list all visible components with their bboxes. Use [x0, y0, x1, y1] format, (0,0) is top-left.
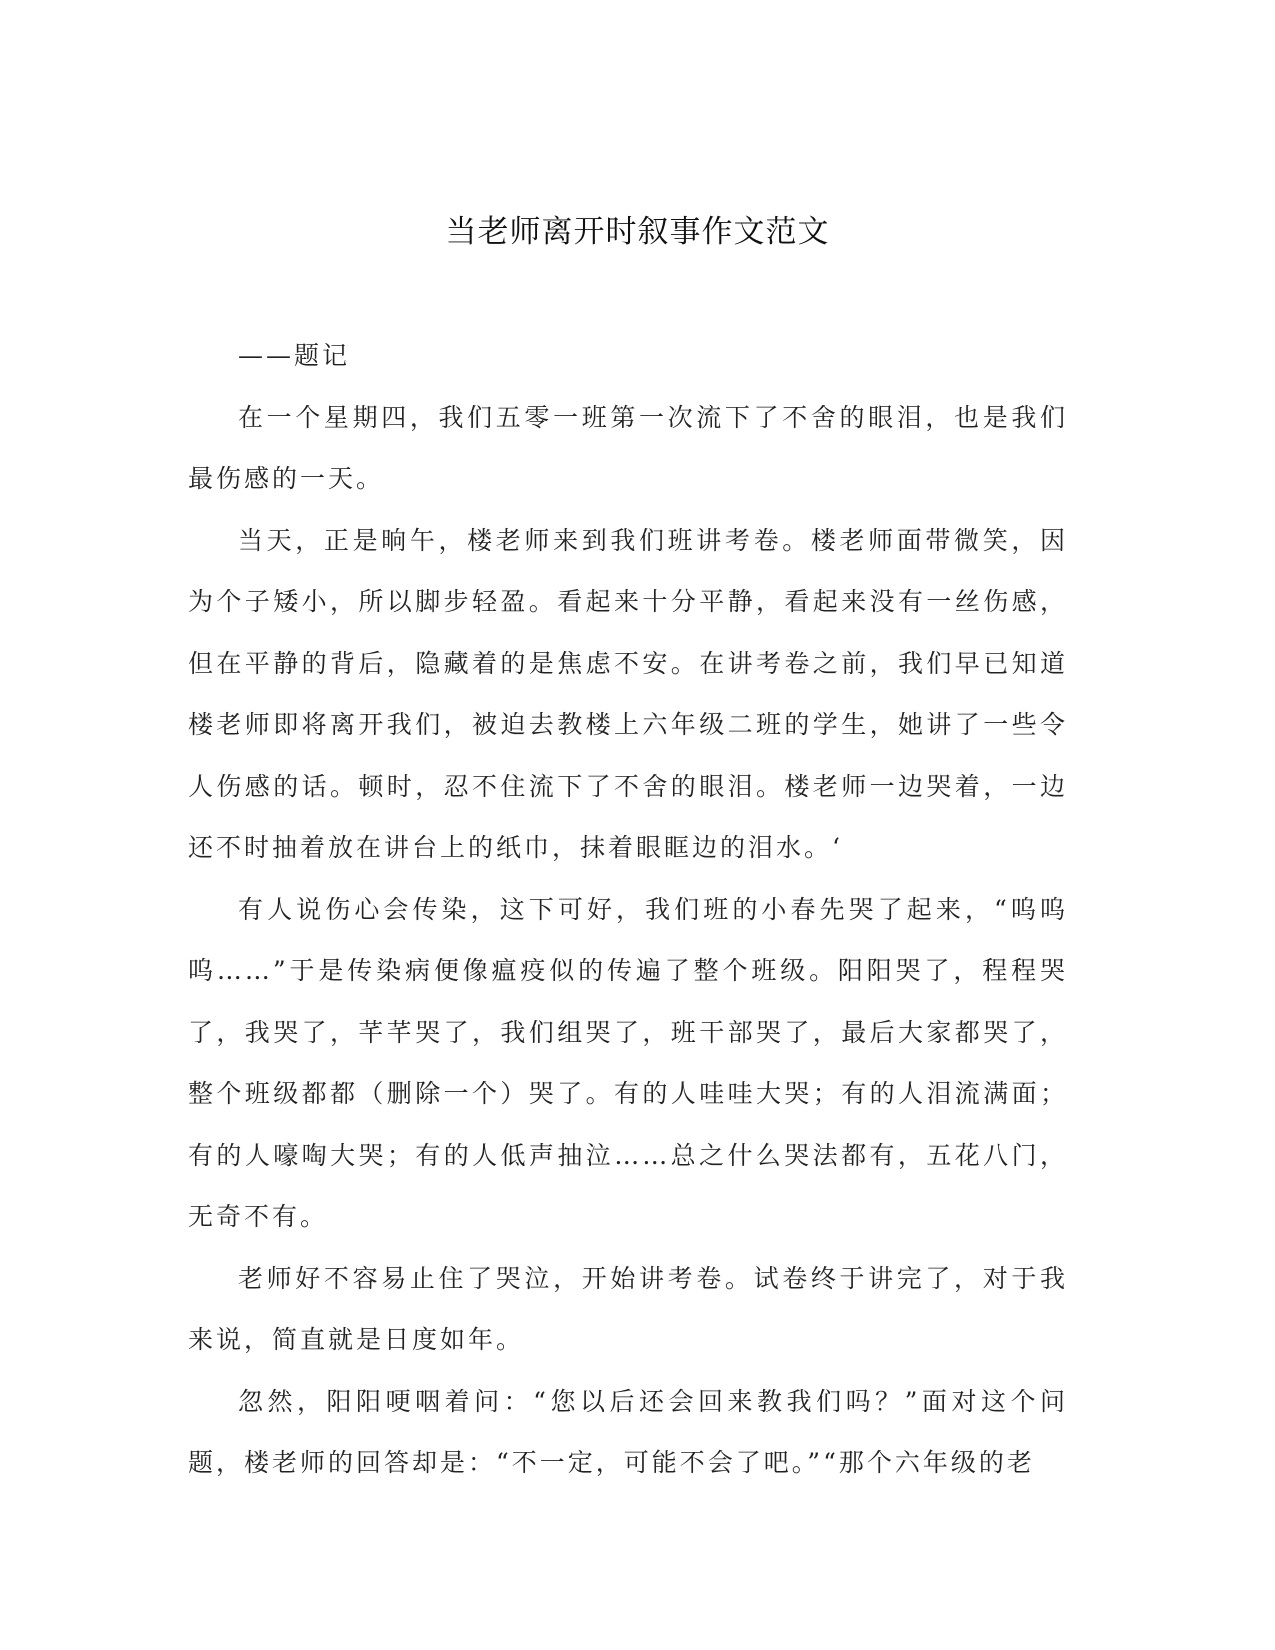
document-body: [188, 325, 1068, 1494]
document-title: 当老师离开时叙事作文范文: [445, 214, 830, 250]
body-paragraph: 当天，正是晌午，楼老师来到我们班讲考卷。楼老师面带微笑，因为个子矮小，所以脚步轻盈。看起来十分平静，看起来没有一丝伤感，但在平静的背后，隐藏着的是焦虑不安。在讲考卷之前，我们早已知道楼老师即将离开我们，被迫去教楼上六年级二班的学生，她讲了一些令人伤感的话。顿时，忍不住流下了不舍的眼泪。楼老师一边哭着，一边还不时抽着放在讲台上的纸巾，抹着眼眶边的泪水。‘: [188, 525, 1068, 862]
body-paragraph: 在一个星期四，我们五零一班第一次流下了不舍的眼泪，也是我们最伤感的一天。: [188, 402, 1068, 493]
body-paragraph: 有人说伤心会传染，这下可好，我们班的小春先哭了起来，“呜呜呜……”于是传染病便像瘟疫似的传遍了整个班级。阳阳哭了，程程哭了，我哭了，芊芊哭了，我们组哭了，班干部哭了，最后大家都哭了，整个班级都都（删除一个）哭了。有的人哇哇大哭；有的人泪流满面；有的人嚎啕大哭；有的人低声抽泣……总之什么哭法都有，五花八门，无奇不有。: [188, 894, 1068, 1231]
body-paragraph: 老师好不容易止住了哭泣，开始讲考卷。试卷终于讲完了，对于我来说，简直就是日度如年。: [188, 1263, 1068, 1354]
body-paragraph: 忽然，阳阳哽咽着问：“您以后还会回来教我们吗？”面对这个问题，楼老师的回答却是：“不一定，可能不会了吧。”“那个六年级的老: [188, 1386, 1068, 1477]
epigraph-paragraph: ——题记: [238, 341, 351, 370]
